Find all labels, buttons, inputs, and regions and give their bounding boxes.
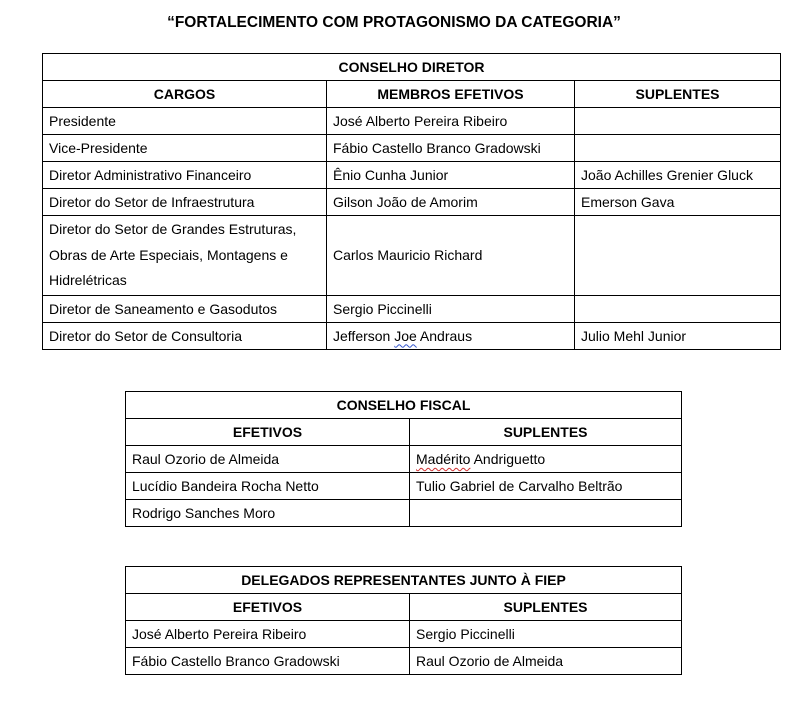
suplente-cell: Emerson Gava <box>575 189 781 216</box>
suplente-cell <box>575 295 781 322</box>
suplente-cell <box>575 135 781 162</box>
table-row <box>126 621 682 648</box>
conselho-diretor-table <box>42 53 781 350</box>
table-row <box>126 473 682 500</box>
table-row <box>43 322 781 349</box>
table-row <box>43 189 781 216</box>
table-row <box>43 135 781 162</box>
efetivo-cell: Gilson João de Amorim <box>327 189 575 216</box>
efetivo-cell: Carlos Mauricio Richard <box>327 216 575 296</box>
efetivo-cell: Sergio Piccinelli <box>327 295 575 322</box>
column-header: MEMBROS EFETIVOS <box>327 81 575 108</box>
table-row <box>126 446 682 473</box>
cargo-cell <box>43 216 327 296</box>
document-title: “FORTALECIMENTO COM PROTAGONISMO DA CATEGORIA” <box>167 14 621 31</box>
cargo-cell: Diretor do Setor de Infraestrutura <box>43 189 327 216</box>
table-row <box>126 500 682 527</box>
suplente-cell <box>410 500 682 527</box>
cargo-cell: Presidente <box>43 108 327 135</box>
efetivo-cell: Rodrigo Sanches Moro <box>126 500 410 527</box>
name-part: Jefferson <box>333 327 395 344</box>
name-part: Andriguetto <box>470 451 546 467</box>
table-heading: DELEGADOS REPRESENTANTES JUNTO À FIEP <box>126 567 682 594</box>
table-heading: CONSELHO FISCAL <box>126 392 682 419</box>
suplente-cell: Julio Mehl Junior <box>575 322 781 349</box>
suplente-cell <box>575 108 781 135</box>
column-header: SUPLENTES <box>410 419 682 446</box>
column-header: CARGOS <box>43 81 327 108</box>
efetivo-cell: Raul Ozorio de Almeida <box>126 446 410 473</box>
cargo-cell: Diretor do Setor de Consultoria <box>43 322 327 349</box>
table-row <box>43 216 781 296</box>
efetivo-cell: Lucídio Bandeira Rocha Netto <box>126 473 410 500</box>
conselho-fiscal-table <box>125 391 682 527</box>
name-part: Andraus <box>416 327 473 344</box>
cargo-line: Diretor do Setor de Grandes Estruturas, <box>49 221 297 237</box>
table-row <box>43 162 781 189</box>
suplente-cell: Sergio Piccinelli <box>410 621 682 648</box>
cargo-cell: Vice-Presidente <box>43 135 327 162</box>
suplente-cell: João Achilles Grenier Gluck <box>575 162 781 189</box>
column-header: EFETIVOS <box>126 419 410 446</box>
suplente-cell <box>410 446 682 473</box>
efetivo-cell: Fábio Castello Branco Gradowski <box>327 135 575 162</box>
suplente-cell <box>575 216 781 296</box>
cargo-line: Hidrelétricas <box>49 272 127 288</box>
table-row <box>43 295 781 322</box>
column-header: EFETIVOS <box>126 594 410 621</box>
delegados-table <box>125 566 682 675</box>
efetivo-cell: Ênio Cunha Junior <box>327 162 575 189</box>
column-header: SUPLENTES <box>575 81 781 108</box>
table-row <box>126 648 682 675</box>
cargo-cell: Diretor de Saneamento e Gasodutos <box>43 295 327 322</box>
efetivo-cell: Fábio Castello Branco Gradowski <box>126 648 410 675</box>
spellcheck-word: Joe <box>394 327 417 344</box>
suplente-cell: Tulio Gabriel de Carvalho Beltrão <box>410 473 682 500</box>
suplente-cell: Raul Ozorio de Almeida <box>410 648 682 675</box>
efetivo-cell: José Alberto Pereira Ribeiro <box>327 108 575 135</box>
efetivo-cell: José Alberto Pereira Ribeiro <box>126 621 410 648</box>
cargo-line: Obras de Arte Especiais, Montagens e <box>49 246 288 263</box>
efetivo-cell <box>327 322 575 349</box>
table-heading: CONSELHO DIRETOR <box>43 54 781 81</box>
table-row <box>43 108 781 135</box>
column-header: SUPLENTES <box>410 594 682 621</box>
cargo-cell: Diretor Administrativo Financeiro <box>43 162 327 189</box>
spellcheck-word: Madérito <box>416 451 471 467</box>
